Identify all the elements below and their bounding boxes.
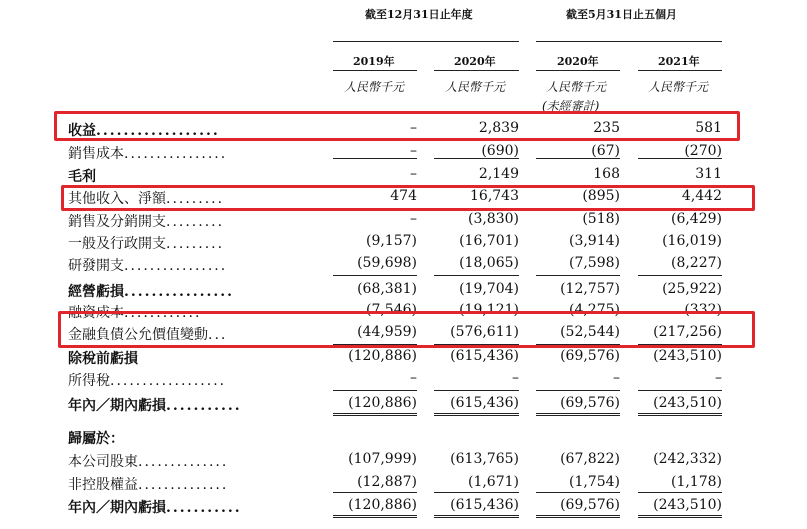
- column-unit: 人民幣千元: [546, 80, 607, 94]
- cell-value: 311: [695, 166, 722, 182]
- row-label-text: 除稅前虧損: [68, 351, 138, 367]
- cell-value: (690): [481, 143, 519, 159]
- highlight-box-revenue: [54, 111, 740, 141]
- cell-value: (9,157): [365, 233, 417, 249]
- cell-value: 581: [695, 120, 722, 136]
- cell-value: (613,765): [450, 451, 519, 467]
- subtotal-rule: [434, 275, 519, 276]
- leader-dots: ..............: [138, 477, 229, 493]
- row-label-text: 銷售成本: [68, 146, 124, 162]
- cell-value: (25,922): [662, 281, 722, 297]
- column-unit: 人民幣千元: [648, 80, 709, 94]
- leader-dots: ...: [208, 327, 228, 343]
- cell-value: –: [512, 370, 519, 386]
- leader-dots: ...........: [166, 500, 242, 516]
- cell-value: (576,611): [450, 324, 519, 340]
- subtotal-rule: [536, 390, 620, 391]
- row-label-text: 年內／期內虧損: [68, 500, 166, 516]
- row-label: [68, 255, 227, 275]
- column-unit: 人民幣千元: [445, 80, 506, 94]
- total-double-rule: [333, 515, 417, 518]
- subtotal-rule: [638, 158, 722, 159]
- column-year: 2020年: [557, 55, 599, 68]
- row-label: [68, 348, 138, 368]
- cell-value: 2,149: [478, 166, 519, 182]
- row-label: [68, 211, 224, 231]
- year-rule: [434, 70, 519, 71]
- cell-value: 16,743: [470, 188, 519, 204]
- total-double-rule: [638, 413, 722, 416]
- cell-value: –: [410, 120, 417, 136]
- cell-value: (69,576): [560, 348, 620, 364]
- row-label: [68, 497, 242, 517]
- row-label-text: 一般及行政開支: [68, 236, 166, 252]
- leader-dots: ................: [124, 258, 228, 274]
- cell-value: –: [410, 211, 417, 227]
- cell-value: 168: [593, 166, 620, 182]
- row-label: [68, 281, 234, 301]
- cell-value: (895): [582, 188, 620, 204]
- cell-value: (107,999): [348, 451, 417, 467]
- year-rule: [638, 70, 722, 71]
- total-double-rule: [434, 413, 519, 416]
- row-label: [68, 143, 227, 163]
- cell-value: (52,544): [560, 324, 620, 340]
- cell-value: –: [715, 370, 722, 386]
- row-label-text: 融資成本: [68, 305, 124, 321]
- subtotal-rule: [638, 390, 722, 391]
- subtotal-rule: [536, 158, 620, 159]
- row-label-text: 銷售及分銷開支: [68, 214, 166, 230]
- cell-value: (243,510): [653, 395, 722, 411]
- leader-dots: ................: [124, 284, 234, 300]
- header-rule: [333, 41, 519, 42]
- cell-value: (12,757): [560, 281, 620, 297]
- column-year: 2021年: [658, 55, 700, 68]
- cell-value: (243,510): [653, 497, 722, 513]
- cell-value: (12,887): [357, 474, 417, 490]
- cell-value: 2,839: [478, 120, 519, 136]
- leader-dots: ............: [124, 305, 202, 321]
- row-label-text: 本公司股東: [68, 454, 138, 470]
- cell-value: (6,429): [670, 211, 722, 227]
- cell-value: 474: [390, 188, 417, 204]
- cell-value: (615,436): [450, 348, 519, 364]
- column-year: 2020年: [454, 55, 496, 68]
- row-label: [68, 370, 226, 390]
- cell-value: (19,704): [459, 281, 519, 297]
- cell-value: (120,886): [348, 395, 417, 411]
- row-label-text: 收益: [68, 123, 96, 139]
- cell-value: (217,256): [653, 324, 722, 340]
- cell-value: –: [410, 143, 417, 159]
- leader-dots: ..................: [110, 373, 227, 389]
- row-label: [68, 451, 228, 471]
- cell-value: (19,121): [459, 302, 519, 318]
- year-rule: [333, 70, 417, 71]
- subtotal-rule: [333, 275, 417, 276]
- row-label: [68, 166, 96, 186]
- total-double-rule: [333, 413, 417, 416]
- leader-dots: ................: [124, 146, 228, 162]
- highlight-box-other-income: [61, 185, 755, 211]
- leader-dots: ..............: [138, 454, 229, 470]
- column-year: 2019年: [353, 55, 395, 68]
- cell-value: (69,576): [560, 497, 620, 513]
- cell-value: (4,275): [568, 302, 620, 318]
- row-label-text: 非控股權益: [68, 477, 138, 493]
- row-label-text: 經營虧損: [68, 284, 124, 300]
- subtotal-rule: [638, 492, 722, 493]
- cell-value: –: [410, 166, 417, 182]
- cell-value: (7,598): [568, 255, 620, 271]
- unaudited-note: (未經審計): [542, 99, 600, 113]
- cell-value: (270): [684, 143, 722, 159]
- cell-value: 235: [593, 120, 620, 136]
- year-rule: [536, 70, 620, 71]
- cell-value: (242,332): [653, 451, 722, 467]
- leader-dots: ...........: [166, 398, 242, 414]
- cell-value: (615,436): [450, 395, 519, 411]
- column-unit: 人民幣千元: [344, 80, 405, 94]
- cell-value: (332): [684, 302, 722, 318]
- cell-value: (3,914): [568, 233, 620, 249]
- subtotal-rule: [638, 275, 722, 276]
- cell-value: (69,576): [560, 395, 620, 411]
- period-header-year-end: 截至12月31日止年度: [365, 8, 473, 21]
- leader-dots: .........: [166, 236, 225, 252]
- total-double-rule: [434, 515, 519, 518]
- cell-value: (1,671): [467, 474, 519, 490]
- subtotal-rule: [434, 390, 519, 391]
- cell-value: (67): [591, 143, 620, 159]
- subtotal-rule: [333, 158, 417, 159]
- row-label-text: 年內／期內虧損: [68, 398, 166, 414]
- row-label: [68, 428, 124, 448]
- cell-value: (8,227): [670, 255, 722, 271]
- row-label-text: 其他收入、淨額: [68, 191, 166, 207]
- row-label-text: 毛利: [68, 169, 96, 185]
- subtotal-rule: [434, 158, 519, 159]
- subtotal-rule: [333, 390, 417, 391]
- cell-value: –: [613, 370, 620, 386]
- leader-dots: .........: [166, 214, 225, 230]
- cell-value: (3,830): [467, 211, 519, 227]
- cell-value: –: [410, 370, 417, 386]
- cell-value: (18,065): [459, 255, 519, 271]
- header-rule: [536, 41, 722, 42]
- total-double-rule: [536, 515, 620, 518]
- cell-value: (16,701): [459, 233, 519, 249]
- leader-dots: ..................: [96, 123, 220, 139]
- cell-value: (615,436): [450, 497, 519, 513]
- row-label: [68, 395, 242, 415]
- row-label: [68, 233, 224, 253]
- cell-value: (1,754): [568, 474, 620, 490]
- cell-value: (1,178): [670, 474, 722, 490]
- cell-value: (67,822): [560, 451, 620, 467]
- cell-value: (518): [582, 211, 620, 227]
- cell-value: (59,698): [357, 255, 417, 271]
- cell-value: (7,546): [365, 302, 417, 318]
- subtotal-rule: [434, 492, 519, 493]
- cell-value: (120,886): [348, 497, 417, 513]
- cell-value: (44,959): [357, 324, 417, 340]
- row-label-text: 研發開支: [68, 258, 124, 274]
- cell-value: (243,510): [653, 348, 722, 364]
- leader-dots: .........: [166, 191, 225, 207]
- subtotal-rule: [333, 492, 417, 493]
- subtotal-rule: [536, 492, 620, 493]
- row-label-text: 金融負債公允價值變動: [68, 327, 208, 343]
- row-label: [68, 474, 228, 494]
- subtotal-rule: [536, 275, 620, 276]
- total-double-rule: [638, 515, 722, 518]
- total-double-rule: [536, 413, 620, 416]
- cell-value: (16,019): [662, 233, 722, 249]
- row-label-text: 所得稅: [68, 373, 110, 389]
- period-header-five-months: 截至5月31日止五個月: [566, 8, 677, 21]
- cell-value: (68,381): [357, 281, 417, 297]
- row-label-text: 歸屬於：: [68, 431, 124, 447]
- cell-value: (120,886): [348, 348, 417, 364]
- highlight-box-fair-value: [58, 311, 755, 348]
- cell-value: 4,442: [681, 188, 722, 204]
